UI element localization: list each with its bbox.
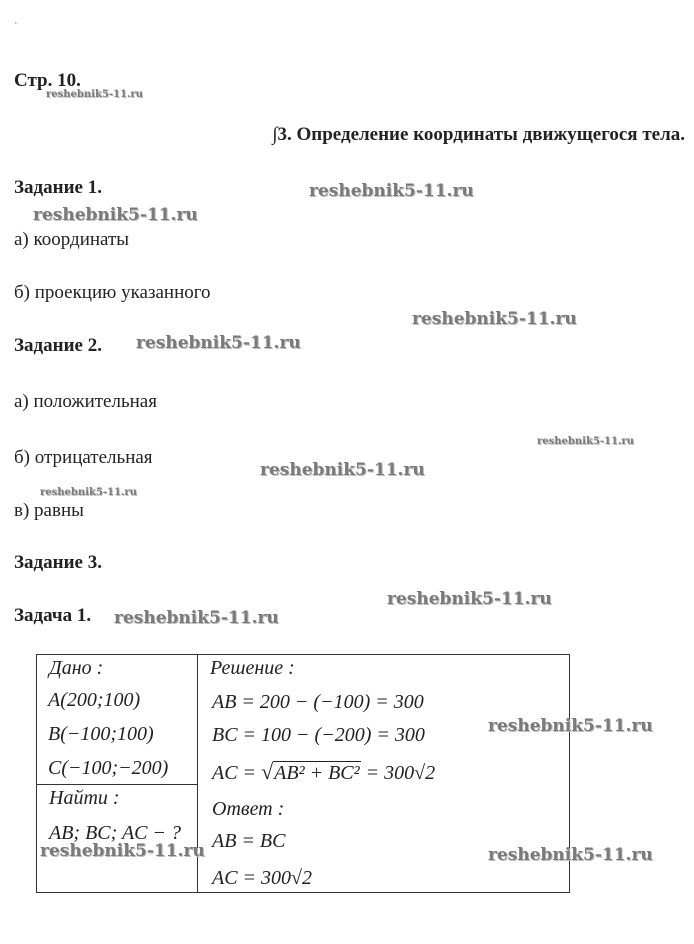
watermark: reshebnik5-11.ru xyxy=(387,589,552,609)
given-label: Дано : xyxy=(49,657,104,679)
watermark: reshebnik5-11.ru xyxy=(136,333,301,353)
task3-heading: Задание 3. xyxy=(14,552,102,573)
solution-ab: AB = 200 − (−100) = 300 xyxy=(212,691,424,713)
find-query: AB; BC; AC − ? xyxy=(49,822,182,844)
solution-bc: BC = 100 − (−200) = 300 xyxy=(212,724,425,746)
task2-heading: Задание 2. xyxy=(14,335,102,356)
watermark: reshebnik5-11.ru xyxy=(488,716,653,736)
answer-label: Ответ : xyxy=(212,798,285,820)
task2-answer-b: б) отрицательная xyxy=(14,447,153,468)
square-root: √AB² + BC² xyxy=(261,759,360,784)
watermark: reshebnik5-11.ru xyxy=(412,309,577,329)
task2-answer-c: в) равны xyxy=(14,500,84,521)
find-cell xyxy=(37,785,198,893)
page-reference: Стр. 10. xyxy=(14,70,81,91)
watermark: reshebnik5-11.ru xyxy=(40,841,205,861)
problem1-heading: Задача 1. xyxy=(14,605,92,626)
given-point-a: A(200;100) xyxy=(48,689,141,711)
task1-answer-b: б) проекцию указанного xyxy=(14,282,211,303)
solution-ac xyxy=(212,759,435,785)
watermark: reshebnik5-11.ru xyxy=(488,845,653,865)
watermark: reshebnik5-11.ru xyxy=(309,181,474,201)
answer-ab-bc: AB = BC xyxy=(212,830,286,852)
watermark: reshebnik5-11.ru xyxy=(40,487,137,498)
stray-mark: ` xyxy=(14,22,18,33)
section-title: ∫3. Определение координаты движущегося тела. xyxy=(272,124,685,145)
ac-result: = 300√2 xyxy=(365,762,436,784)
watermark: reshebnik5-11.ru xyxy=(260,460,425,480)
solution-label: Решение : xyxy=(210,657,295,679)
watermark: reshebnik5-11.ru xyxy=(114,608,279,628)
given-cell xyxy=(37,655,198,785)
watermark: reshebnik5-11.ru xyxy=(33,205,198,225)
find-label: Найти : xyxy=(49,787,120,809)
task2-answer-a: а) положительная xyxy=(14,391,157,412)
ac-lhs: AC = xyxy=(212,762,257,784)
task1-heading: Задание 1. xyxy=(14,177,102,198)
ac-radicand: AB² + BC² xyxy=(274,762,360,784)
task1-answer-a: а) координаты xyxy=(14,229,130,250)
watermark: reshebnik5-11.ru xyxy=(537,436,634,447)
answer-ac: AC = 300√2 xyxy=(212,867,313,889)
given-point-c: C(−100;−200) xyxy=(48,757,169,779)
given-point-b: B(−100;100) xyxy=(48,723,154,745)
watermark: reshebnik5-11.ru xyxy=(46,89,143,100)
